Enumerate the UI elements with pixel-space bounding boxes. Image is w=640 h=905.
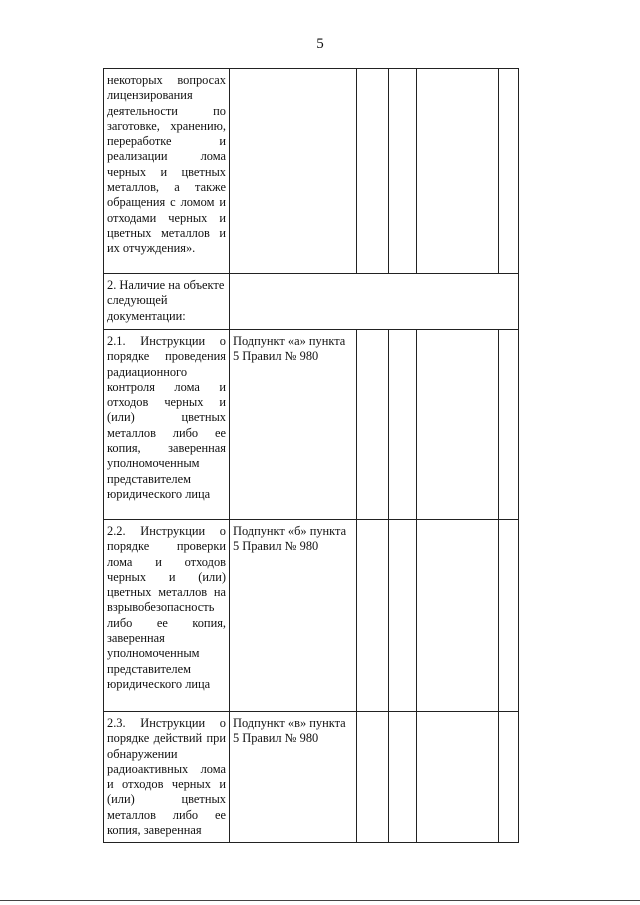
notes-cell (499, 520, 519, 712)
requirement-cell: 2.2. Инструкции о порядке проверки лома и отходов черных и (или) цветных металлов на взрывобезопасность либо ее копия, заверенная уполномоченным представителем юридического лица (104, 520, 230, 712)
table-row (104, 69, 519, 274)
scan-bottom-edge (0, 900, 640, 901)
section-merged-cell (230, 274, 519, 330)
answer-cell-na (417, 330, 499, 520)
notes-cell (499, 712, 519, 843)
answer-cell-yes (357, 330, 389, 520)
answer-cell-na (417, 69, 499, 274)
answer-cell-na (417, 520, 499, 712)
answer-cell-na (417, 712, 499, 843)
page-number: 5 (316, 36, 324, 52)
requirement-cell: 2.1. Инструкции о порядке проведения радиационного контроля лома и отходов черных и (или) цветных металлов либо ее копия, заверенная уполномоченным представителем юридического лица (104, 330, 230, 520)
reference-cell: Подпункт «б» пункта 5 Правил № 980 (230, 520, 357, 712)
table-row (104, 274, 519, 330)
answer-cell-yes (357, 712, 389, 843)
reference-cell (230, 69, 357, 274)
answer-cell-no (389, 712, 417, 843)
table-row (104, 520, 519, 712)
table-row (104, 712, 519, 843)
answer-cell-no (389, 69, 417, 274)
requirement-cell: 2.3. Инструкции о порядке действий при обнаружении радиоактивных лома и отходов черных и (или) цветных металлов либо ее копия, заверенная (104, 712, 230, 843)
answer-cell-yes (357, 69, 389, 274)
requirement-cell: некоторых вопросах лицензирования деятельности по заготовке, хранению, переработке и реализации лома черных и цветных металлов, а также обращения с ломом и отходами черных и цветных металлов и их отчуждения». (104, 69, 230, 274)
notes-cell (499, 69, 519, 274)
answer-cell-no (389, 520, 417, 712)
notes-cell (499, 330, 519, 520)
table-row (104, 330, 519, 520)
answer-cell-no (389, 330, 417, 520)
reference-cell: Подпункт «а» пункта 5 Правил № 980 (230, 330, 357, 520)
reference-cell: Подпункт «в» пункта 5 Правил № 980 (230, 712, 357, 843)
checklist-table (103, 68, 519, 843)
section-heading-cell: 2. Наличие на объекте следующей документации: (104, 274, 230, 330)
answer-cell-yes (357, 520, 389, 712)
